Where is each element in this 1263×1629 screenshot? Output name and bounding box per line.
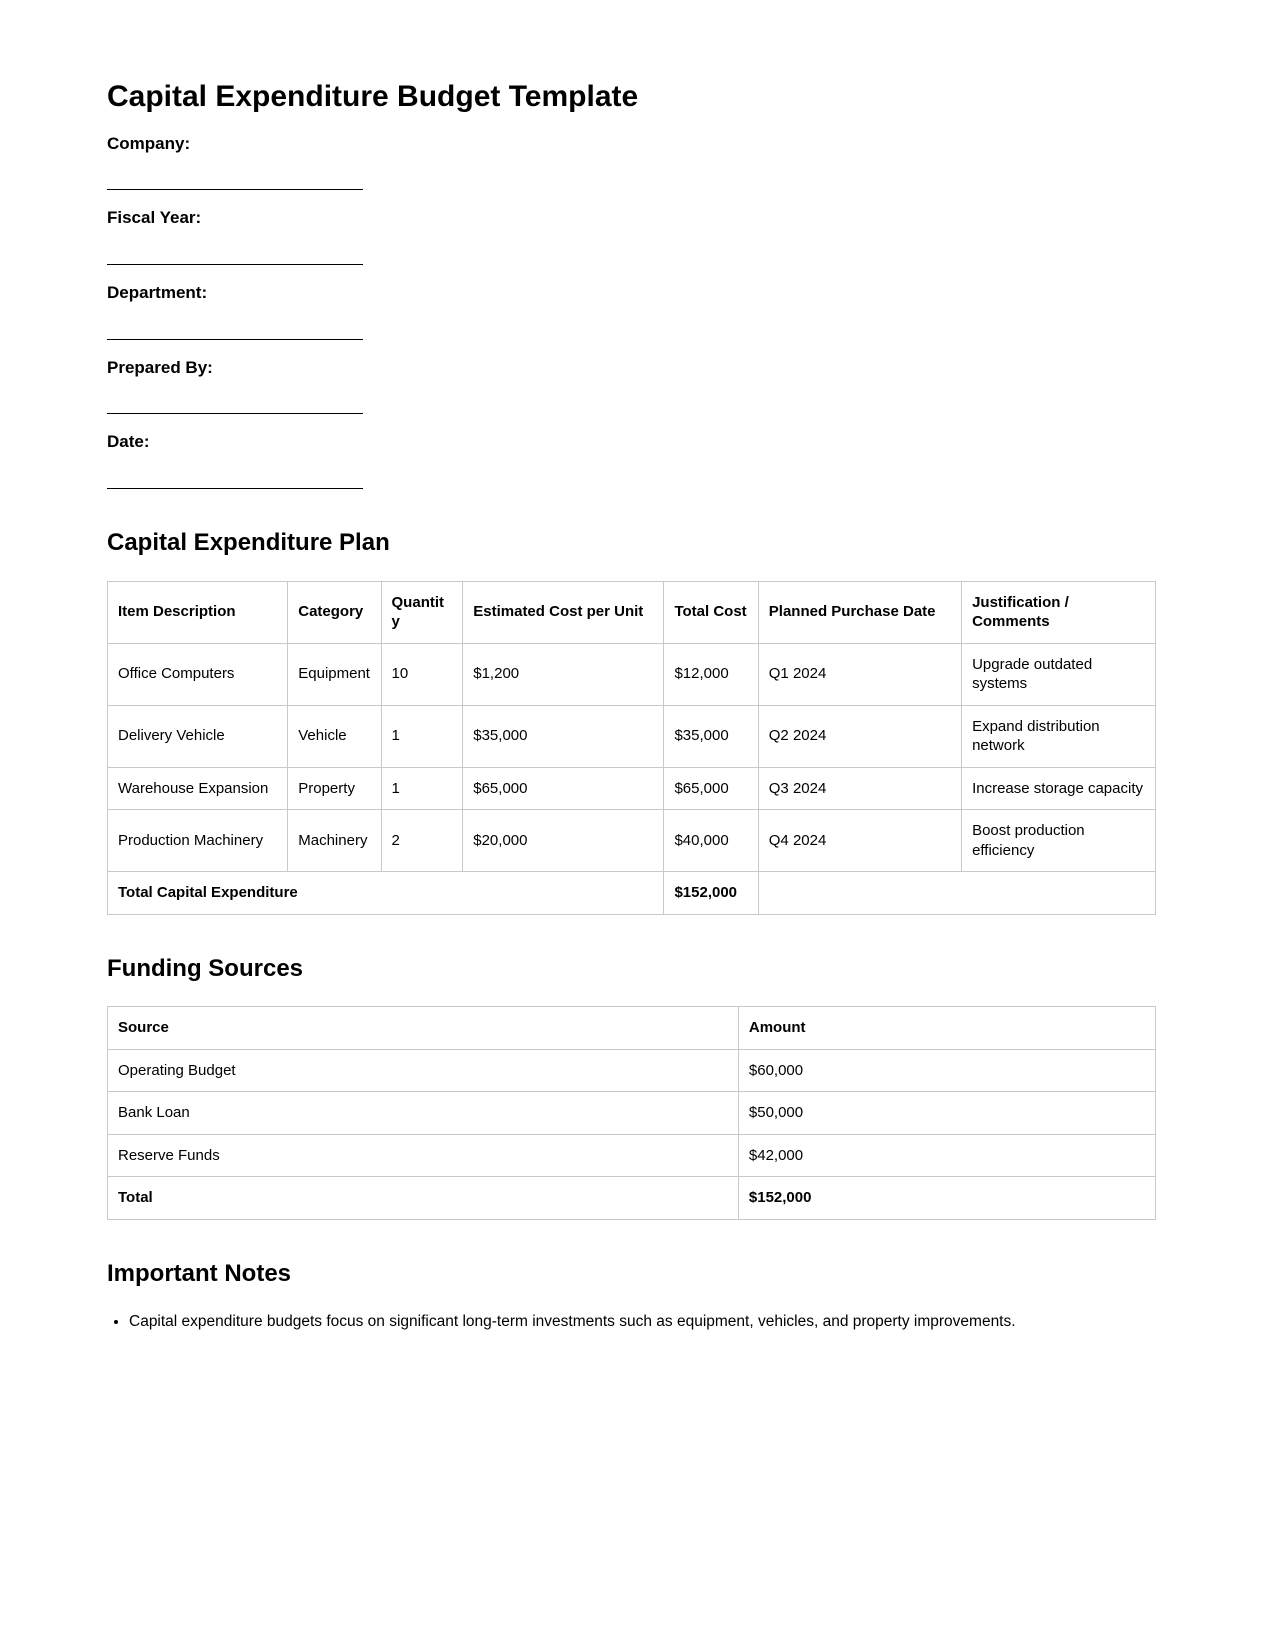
table-row	[108, 705, 1156, 767]
date-field-label: Date:	[107, 432, 150, 452]
capex-header-justification: Justification / Comments	[962, 581, 1156, 643]
department-field-label: Department:	[107, 282, 208, 302]
capex-total-spacer	[758, 872, 1155, 915]
notes-list	[107, 1311, 1156, 1333]
cell-estimated-cost: $20,000	[463, 810, 664, 872]
cell-amount: $50,000	[738, 1092, 1155, 1135]
capex-total-label: Total Capital Expenditure	[108, 872, 664, 915]
funding-section-heading: Funding Sources	[107, 954, 304, 982]
department-field-line	[107, 339, 363, 340]
capex-header-total-cost: Total Cost	[664, 581, 758, 643]
cell-planned-date: Q1 2024	[758, 643, 961, 705]
date-field-line	[107, 488, 363, 489]
funding-table	[107, 1006, 1156, 1220]
cell-quantity: 10	[381, 643, 463, 705]
prepared-by-field-label: Prepared By:	[107, 357, 213, 377]
cell-estimated-cost: $1,200	[463, 643, 664, 705]
capex-header-item-description: Item Description	[108, 581, 288, 643]
company-field-line	[107, 189, 363, 190]
cell-category: Property	[288, 767, 381, 810]
capex-header-estimated-cost: Estimated Cost per Unit	[463, 581, 664, 643]
cell-total-cost: $12,000	[664, 643, 758, 705]
funding-header-row	[108, 1007, 1156, 1050]
cell-total-cost: $40,000	[664, 810, 758, 872]
page-title: Capital Expenditure Budget Template	[107, 80, 639, 113]
capex-header-planned-date: Planned Purchase Date	[758, 581, 961, 643]
cell-planned-date: Q3 2024	[758, 767, 961, 810]
cell-category: Vehicle	[288, 705, 381, 767]
notes-section-heading: Important Notes	[107, 1259, 292, 1287]
cell-total-cost: $35,000	[664, 705, 758, 767]
cell-amount: $42,000	[738, 1134, 1155, 1177]
cell-quantity: 2	[381, 810, 463, 872]
funding-header-source: Source	[108, 1007, 739, 1050]
cell-justification: Boost production efficiency	[962, 810, 1156, 872]
cell-source: Reserve Funds	[108, 1134, 739, 1177]
capex-header-row	[108, 581, 1156, 643]
table-row	[108, 767, 1156, 810]
capex-header-quantity: Quantity	[381, 581, 463, 643]
table-row	[108, 1134, 1156, 1177]
capex-table	[107, 581, 1156, 915]
company-field-label: Company:	[107, 133, 191, 153]
fiscal-year-field-label: Fiscal Year:	[107, 208, 202, 228]
cell-quantity: 1	[381, 767, 463, 810]
capex-total-value: $152,000	[664, 872, 758, 915]
capex-total-row	[108, 872, 1156, 915]
cell-estimated-cost: $65,000	[463, 767, 664, 810]
capex-section-heading: Capital Expenditure Plan	[107, 528, 390, 556]
cell-item-description: Warehouse Expansion	[108, 767, 288, 810]
cell-justification: Upgrade outdated systems	[962, 643, 1156, 705]
funding-total-row	[108, 1177, 1156, 1220]
cell-category: Equipment	[288, 643, 381, 705]
table-row	[108, 810, 1156, 872]
cell-planned-date: Q4 2024	[758, 810, 961, 872]
capex-header-category: Category	[288, 581, 381, 643]
cell-amount: $60,000	[738, 1049, 1155, 1092]
cell-category: Machinery	[288, 810, 381, 872]
cell-estimated-cost: $35,000	[463, 705, 664, 767]
cell-quantity: 1	[381, 705, 463, 767]
cell-total-cost: $65,000	[664, 767, 758, 810]
table-row	[108, 1092, 1156, 1135]
funding-total-label: Total	[108, 1177, 739, 1220]
funding-total-value: $152,000	[738, 1177, 1155, 1220]
prepared-by-field-line	[107, 413, 363, 414]
cell-source: Bank Loan	[108, 1092, 739, 1135]
cell-justification: Expand distribution network	[962, 705, 1156, 767]
fiscal-year-field-line	[107, 264, 363, 265]
table-row	[108, 1049, 1156, 1092]
table-row	[108, 643, 1156, 705]
note-item: • Capital expenditure budgets focus on significant long-term investments such as equipment, vehicles, and property improvements.	[129, 1311, 1156, 1333]
cell-justification: Increase storage capacity	[962, 767, 1156, 810]
cell-source: Operating Budget	[108, 1049, 739, 1092]
cell-item-description: Office Computers	[108, 643, 288, 705]
form-fields	[107, 135, 1156, 489]
cell-planned-date: Q2 2024	[758, 705, 961, 767]
cell-item-description: Production Machinery	[108, 810, 288, 872]
funding-header-amount: Amount	[738, 1007, 1155, 1050]
cell-item-description: Delivery Vehicle	[108, 705, 288, 767]
